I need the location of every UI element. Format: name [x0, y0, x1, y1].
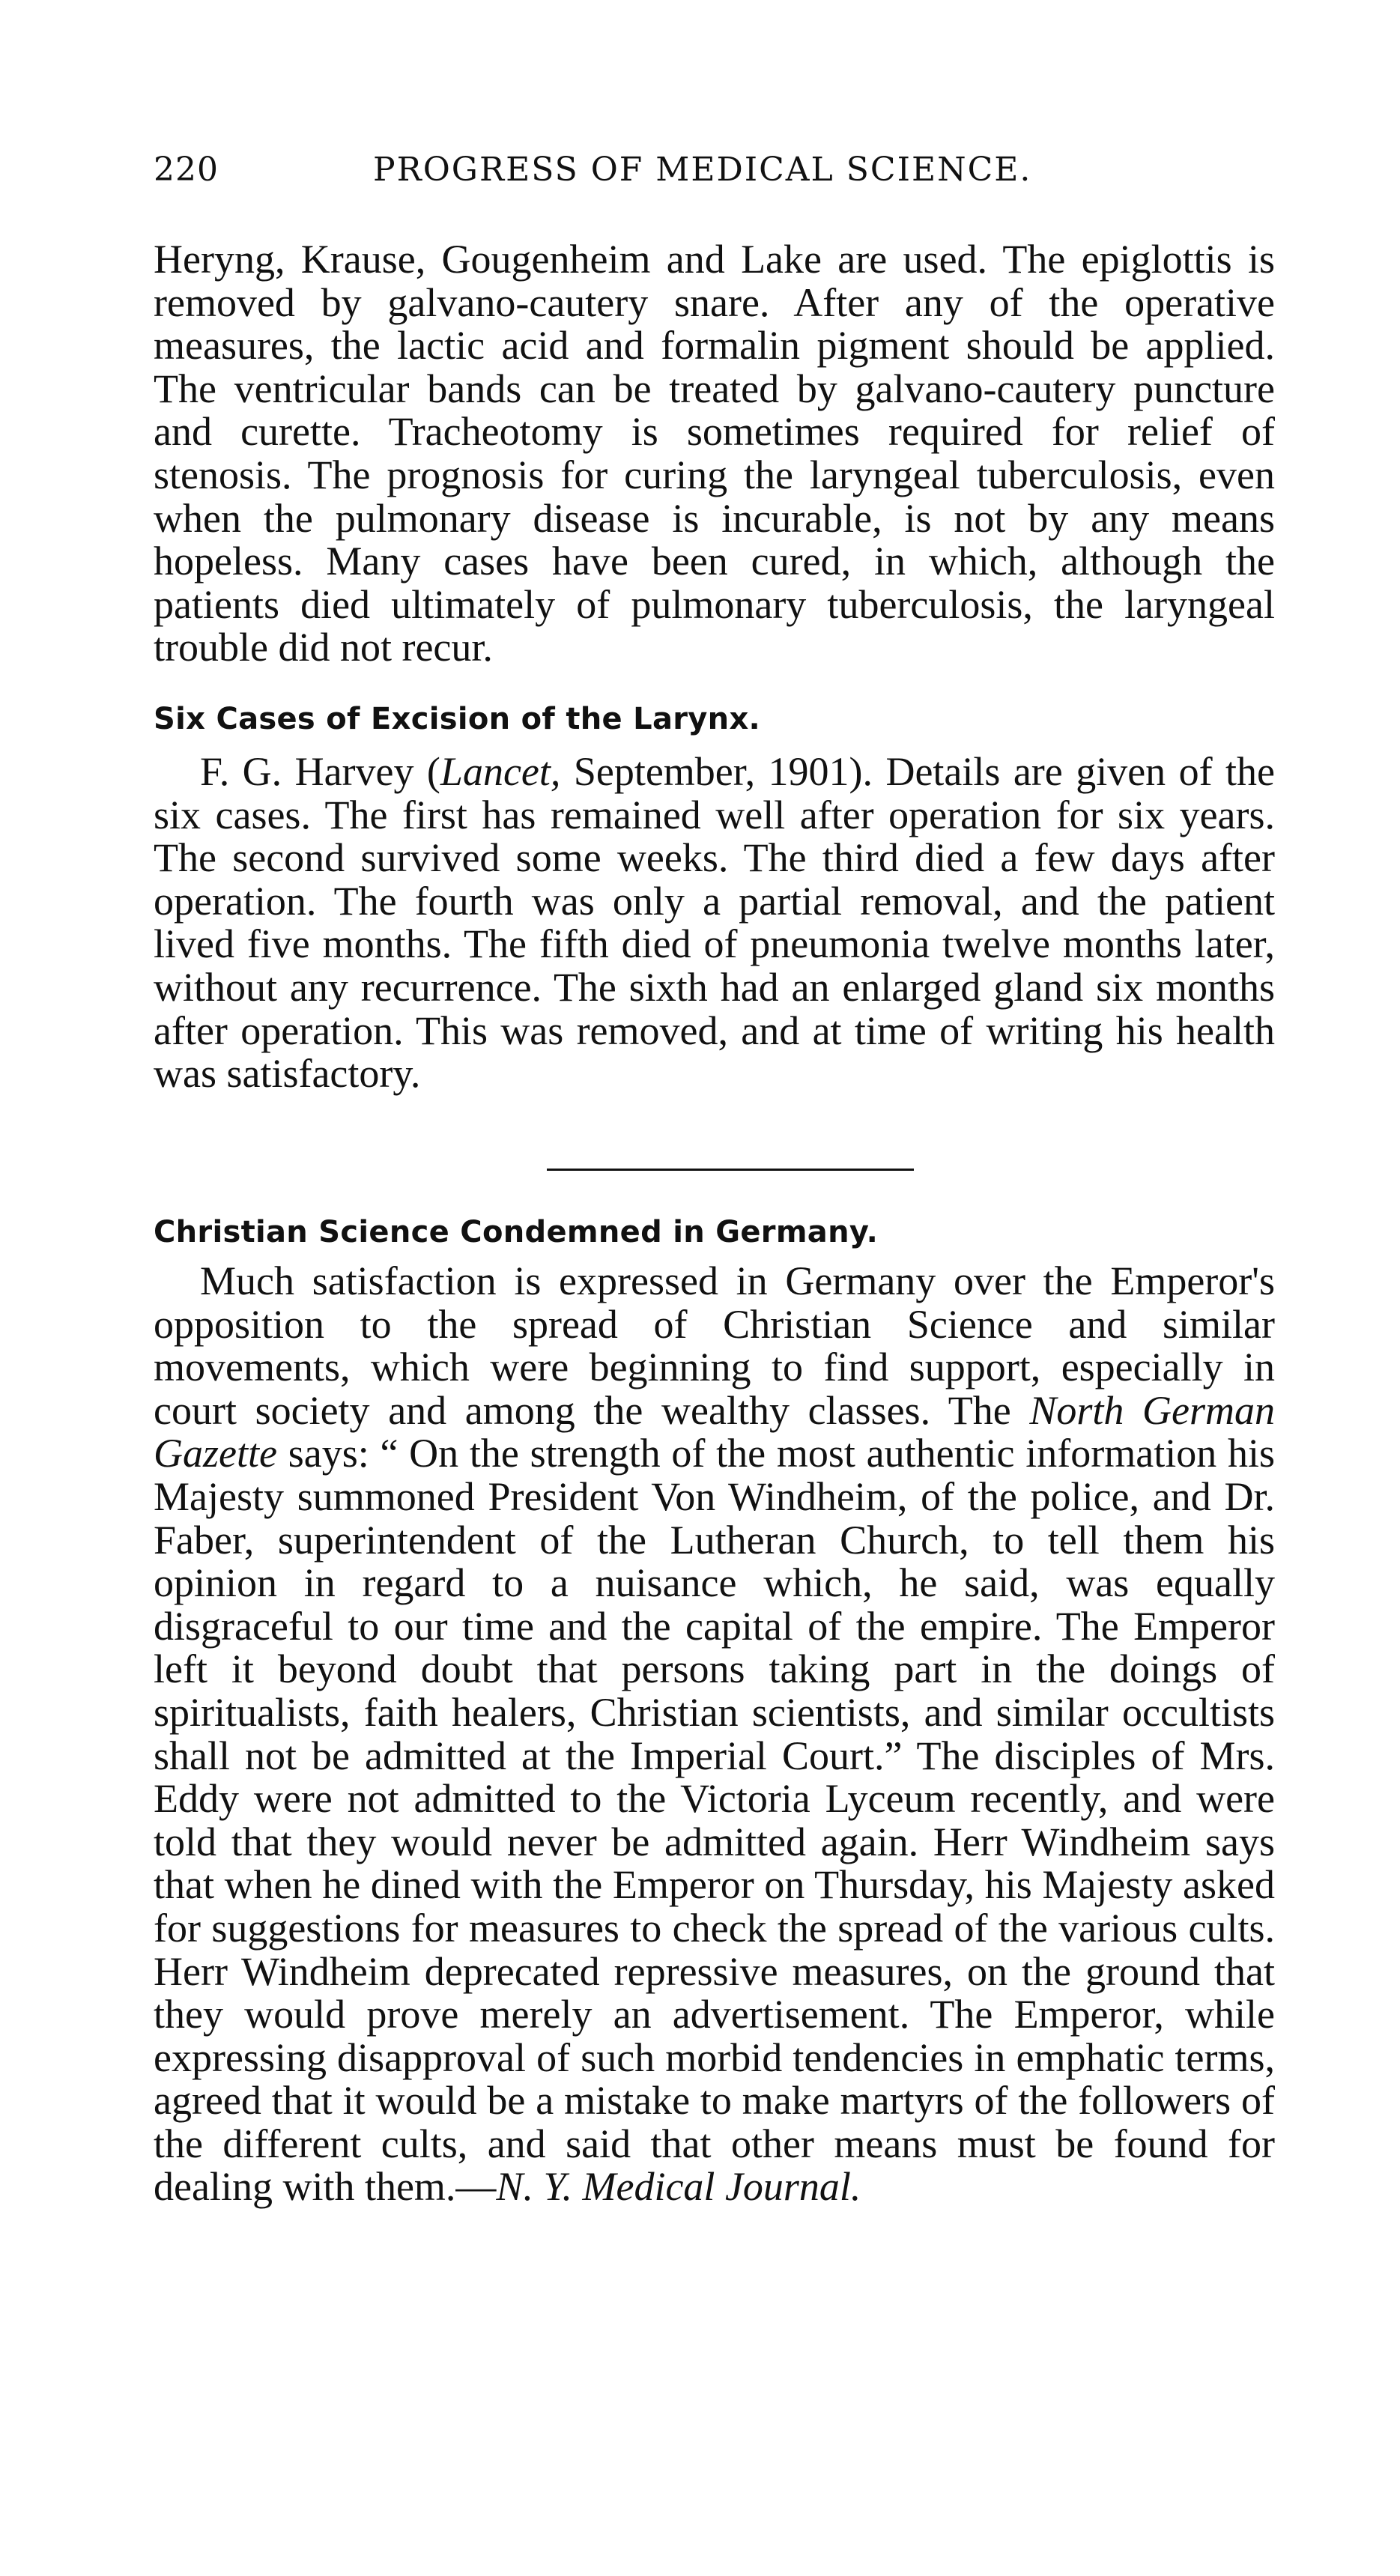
larynx-excision-paragraph	[154, 751, 1275, 1096]
section-divider	[547, 1169, 914, 1171]
page-number: 220	[154, 151, 219, 189]
larynx-excision-block	[154, 751, 1275, 1096]
continued-paragraph: Heryng, Krause, Gougenheim and Lake are used. The epiglottis is removed by galvano-cautery snare. After any of the operative measures, the lactic acid and formalin pigment should be applied. The ventricular bands can be treated by galvano-cautery puncture and curette. Tracheotomy is sometimes required for relief of stenosis. The prognosis for curing the laryngeal tuberculosis, even when the pulmonary disease is incurable, is not by any means hopeless. Many cases have been cured, in which, although the patients died ultimately of pulmonary tuberculosis, the laryngeal trouble did not recur.	[154, 237, 1275, 670]
larynx-excision-body: Details are given of the six cases. The first has remained well after operation for six years. The second survived some weeks. The third died a few days after operation. The fourth was only a partial removal, and the patient lived five months. The fifth died of pneumonia twelve months later, without any recurrence. The sixth had an enlarged gland six months after operation. This was removed, and at time of writing his health was satisfactory.	[154, 749, 1275, 1097]
newspaper-name: North German Gazette	[154, 1387, 1275, 1476]
journal-source: N. Y. Medical Journal.	[496, 2164, 861, 2210]
christian-science-block	[154, 1260, 1275, 2209]
christian-science-text-before: Much satisfaction is expressed in Germany over the Emperor's opposition to the spread of Christian Science and similar movements, which were beginning to find support, especially in court society and among the wealthy classes. The	[154, 1258, 1275, 1433]
continued-paragraph-block	[154, 238, 1275, 670]
running-title: PROGRESS OF MEDICAL SCIENCE.	[373, 151, 1032, 189]
christian-science-text-after: says: “ On the strength of the most authentic information his Majesty summoned President Von Windheim, of the police, and Dr. Faber, superintendent of the Lutheran Church, to tell them his opinion in regard to a nuisance which, he said, was equally disgraceful to our time and the capital of the empire. The Emperor left it beyond doubt that persons taking part in the doings of spiritualists, faith healers, Christian scientists, and similar occultists shall not be admitted at the Imperial Court.” The disciples of Mrs. Eddy were not admitted to the Victoria Lyceum recently, and were told that they would never be admitted again. Herr Windheim says that when he dined with the Emperor on Thursday, his Majesty asked for suggestions for measures to check the spread of the various cults. Herr Windheim deprecated repressive measures, on the ground that they would prove merely an advertisement. The Emperor, while expressing disapproval of such morbid tendencies in emphatic terms, agreed that it would be a mistake to make martyrs of the followers of the different cults, and said that other means must be found for dealing with them.—	[154, 1431, 1275, 2210]
citation-source: Lancet,	[440, 749, 561, 794]
citation-date: September, 1901).	[560, 749, 873, 794]
section-heading-larynx-excision: Six Cases of Excision of the Larynx.	[154, 702, 761, 736]
citation-author: F. G. Harvey (	[200, 749, 440, 794]
book-page	[154, 0, 1378, 2576]
section-heading-christian-science: Christian Science Condemned in Germany.	[154, 1215, 879, 1249]
christian-science-paragraph	[154, 1260, 1275, 2209]
